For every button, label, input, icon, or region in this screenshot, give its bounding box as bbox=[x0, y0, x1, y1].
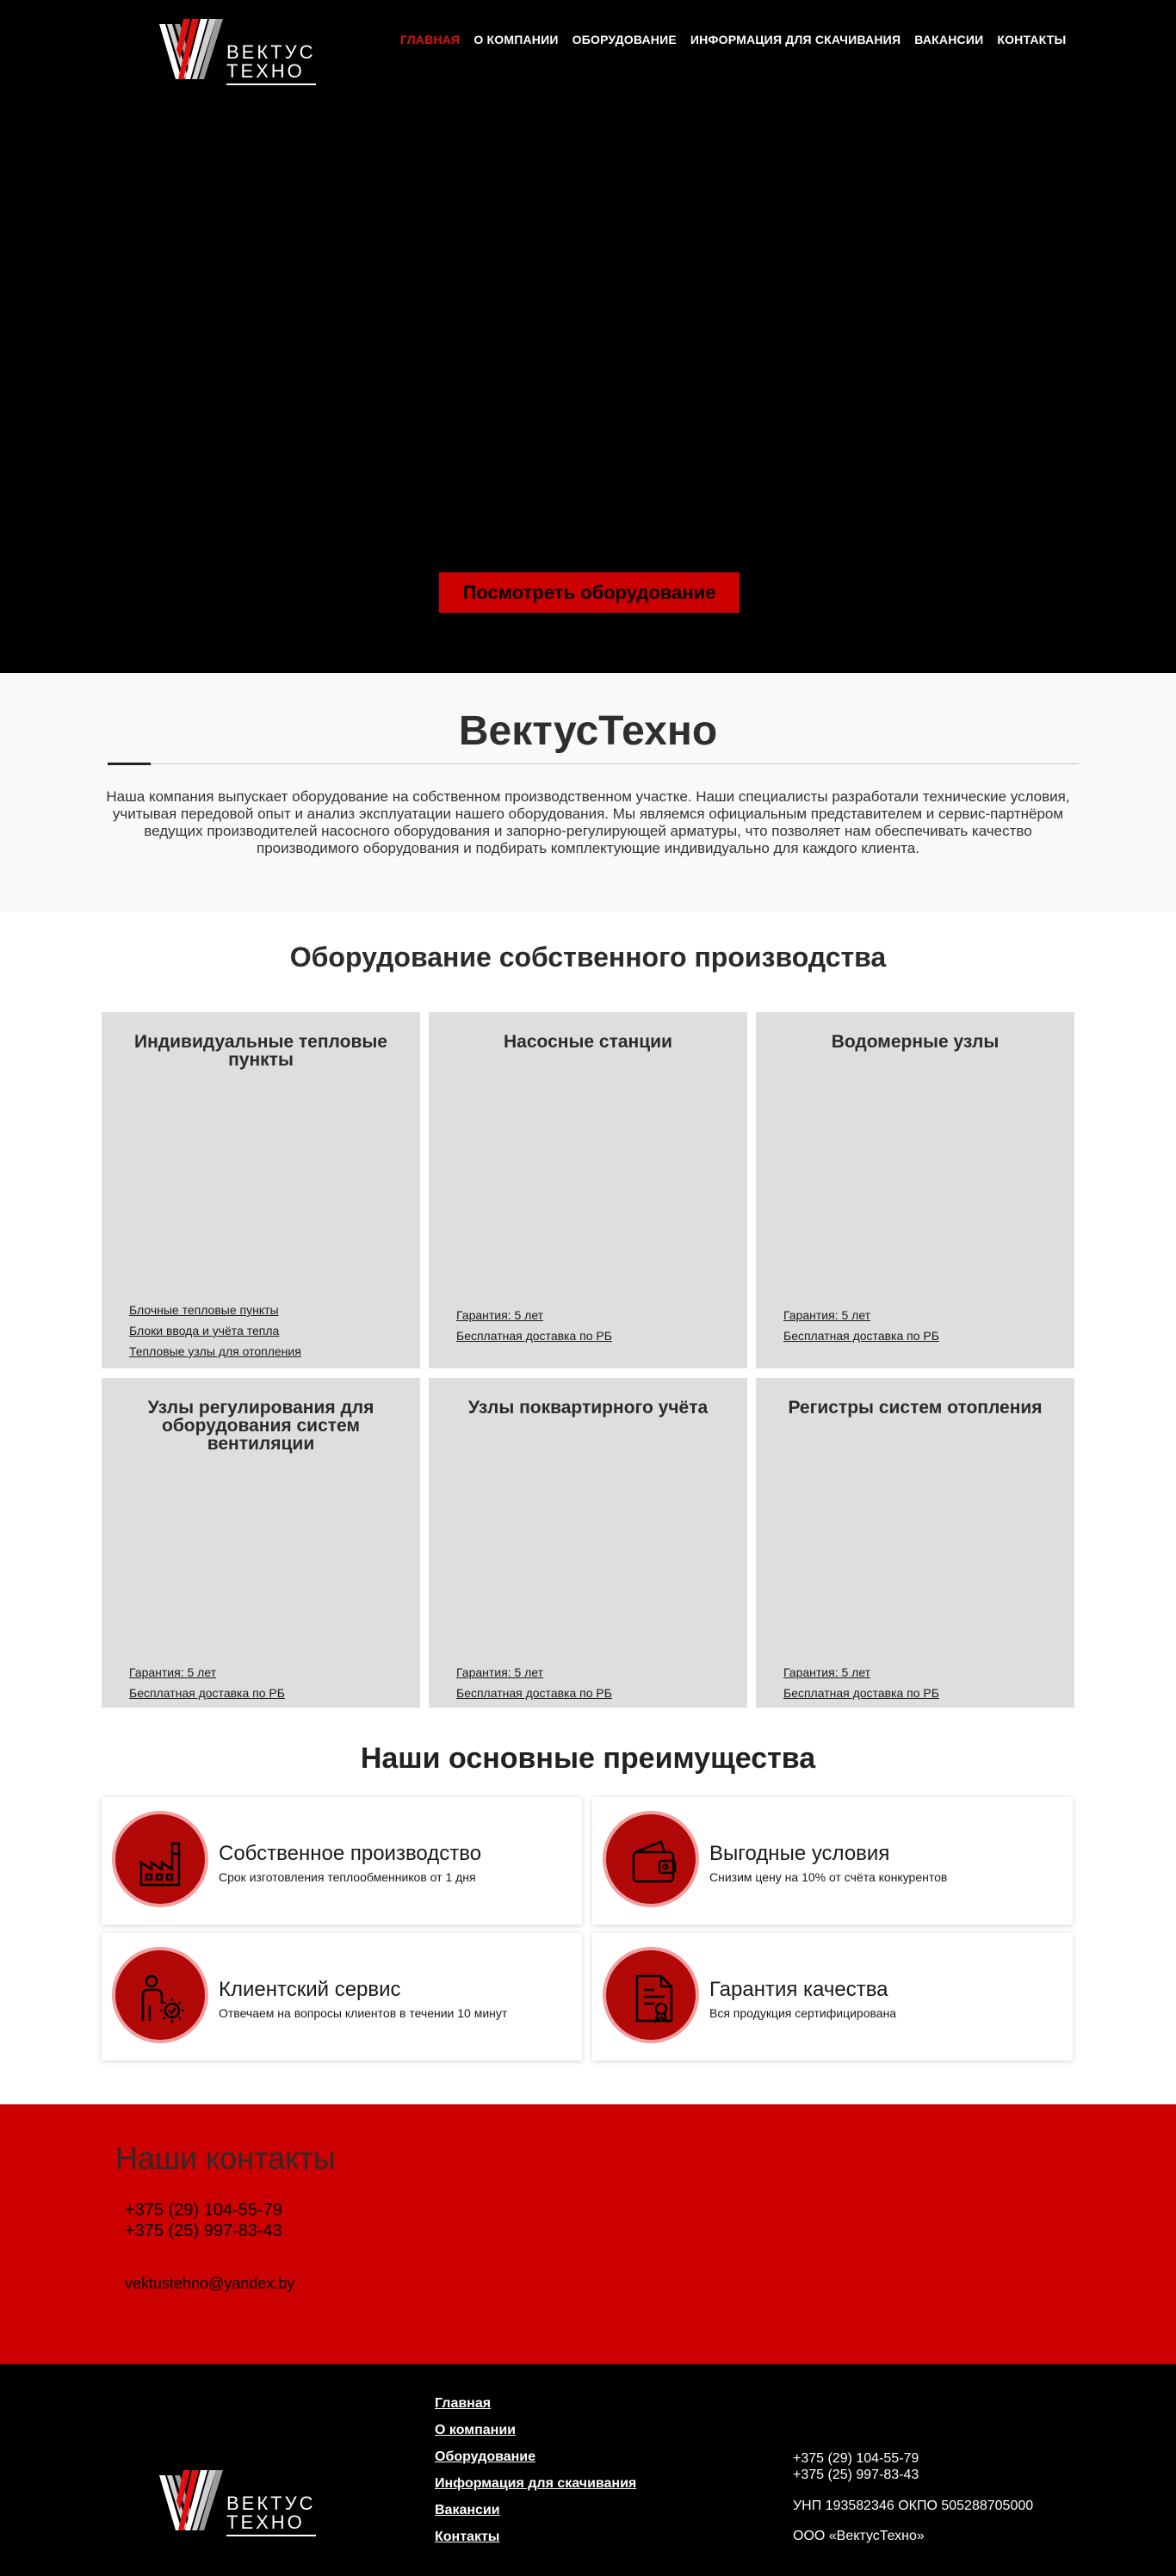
advantage-card bbox=[592, 1933, 1073, 2060]
footer-logo[interactable] bbox=[159, 2470, 331, 2539]
card-links bbox=[456, 1662, 612, 1703]
user-gear-icon bbox=[138, 1973, 189, 2024]
brand-line1: ВЕКТУС bbox=[226, 41, 316, 63]
hero-section bbox=[0, 0, 1176, 673]
advantage-icon-circle bbox=[112, 1811, 208, 1907]
card-title: Узлы поквартирного учёта bbox=[467, 1398, 709, 1418]
advantage-icon-circle bbox=[112, 1947, 208, 2043]
equipment-title: Оборудование собственного производства bbox=[289, 942, 887, 973]
advantage-text: Снизим цену на 10% от счёта конкурентов bbox=[709, 1870, 948, 1884]
advantage-card bbox=[592, 1797, 1073, 1924]
footer-company: ООО «ВектусТехно» bbox=[793, 2529, 925, 2543]
card-warranty[interactable]: Гарантия: 5 лет bbox=[456, 1665, 544, 1679]
card-delivery[interactable]: Бесплатная доставка по РБ bbox=[783, 1329, 939, 1343]
equipment-card-ventilation[interactable] bbox=[102, 1378, 420, 1708]
equipment-card-apartment-metering[interactable] bbox=[429, 1378, 747, 1708]
advantage-title: Собственное производство bbox=[219, 1842, 482, 1865]
logo-mark-icon bbox=[159, 19, 228, 84]
card-delivery[interactable]: Бесплатная доставка по РБ bbox=[456, 1329, 612, 1343]
card-links bbox=[129, 1300, 301, 1362]
nav-downloads[interactable]: ИНФОРМАЦИЯ ДЛЯ СКАЧИВАНИЯ bbox=[690, 33, 901, 46]
card-title: Узлы регулирования для оборудования систем вентиляции bbox=[147, 1398, 374, 1454]
advantage-title: Клиентский сервис bbox=[219, 1978, 401, 2001]
card-warranty[interactable]: Гарантия: 5 лет bbox=[129, 1665, 217, 1679]
footer-nav-vacancies[interactable]: Вакансии bbox=[435, 2503, 500, 2517]
card-link[interactable]: Блочные тепловые пункты bbox=[129, 1303, 279, 1317]
nav-home[interactable]: ГЛАВНАЯ bbox=[400, 33, 461, 46]
about-divider bbox=[108, 763, 1079, 764]
advantage-card bbox=[102, 1797, 582, 1924]
nav-equipment[interactable]: ОБОРУДОВАНИЕ bbox=[572, 33, 677, 46]
card-link[interactable]: Тепловые узлы для отопления bbox=[129, 1344, 301, 1358]
footer-nav-home[interactable]: Главная bbox=[435, 2396, 492, 2411]
advantage-text: Отвечаем на вопросы клиентов в течении 10 минут bbox=[219, 2006, 508, 2020]
equipment-card-pump-stations[interactable] bbox=[429, 1012, 747, 1368]
view-equipment-button[interactable]: Посмотреть оборудование bbox=[439, 572, 740, 613]
card-warranty[interactable]: Гарантия: 5 лет bbox=[783, 1308, 871, 1322]
equipment-card-water-meters[interactable] bbox=[756, 1012, 1074, 1368]
nav-about[interactable]: О КОМПАНИИ bbox=[473, 33, 559, 46]
footer-nav bbox=[435, 2390, 636, 2550]
contacts-email[interactable]: vektustehno@yandex.by bbox=[125, 2275, 295, 2292]
footer-nav-equipment[interactable]: Оборудование bbox=[435, 2449, 536, 2464]
equipment-card-heating-registers[interactable] bbox=[756, 1378, 1074, 1708]
equipment-card-heat-points[interactable] bbox=[102, 1012, 420, 1368]
card-title: Насосные станции bbox=[504, 1032, 672, 1052]
logo-mark-icon bbox=[159, 2470, 228, 2536]
about-text: Наша компания выпускает оборудование на собственном производственном участке. Наши специалисты разработали технические условия, учитывая передовой опыт и анализ эксплуатации нашего оборудования. Мы являемся официальным представителем и сервис-партнёром ведущих производителей насосного оборудования и запорно-регулирующей арматуры, что позволяет нам обеспечивать качество производимого оборудования и подбирать комплектующие индивидуально для каждого клиента. bbox=[106, 788, 1070, 856]
card-link[interactable]: Блоки ввода и учёта тепла bbox=[129, 1324, 280, 1337]
advantage-icon-circle bbox=[603, 1947, 699, 2043]
contacts-title: Наши контакты bbox=[115, 2140, 336, 2176]
card-warranty[interactable]: Гарантия: 5 лет bbox=[783, 1665, 871, 1679]
card-title: Регистры систем отопления bbox=[788, 1398, 1043, 1418]
contacts-phone-2[interactable]: +375 (25) 997-83-43 bbox=[125, 2221, 282, 2240]
about-divider-accent bbox=[108, 763, 151, 765]
card-delivery[interactable]: Бесплатная доставка по РБ bbox=[456, 1686, 612, 1700]
about-title: ВектусТехно bbox=[458, 708, 718, 754]
card-title: Индивидуальные тепловые пункты bbox=[134, 1032, 387, 1070]
advantage-icon-circle bbox=[603, 1811, 699, 1907]
nav-vacancies[interactable]: ВАКАНСИИ bbox=[914, 33, 984, 46]
footer-registration: УНП 193582346 ОКПО 505288705000 bbox=[793, 2499, 1034, 2513]
contacts-phone-1[interactable]: +375 (29) 104-55-79 bbox=[125, 2201, 282, 2220]
footer-nav-contacts[interactable]: Контакты bbox=[435, 2530, 500, 2544]
card-links bbox=[783, 1662, 939, 1703]
card-delivery[interactable]: Бесплатная доставка по РБ bbox=[129, 1686, 285, 1700]
advantage-text: Срок изготовления теплообменников от 1 дня bbox=[219, 1870, 476, 1884]
brand-line2: ТЕХНО bbox=[226, 2511, 305, 2533]
brand-line1: ВЕКТУС bbox=[226, 2493, 316, 2514]
footer-nav-about[interactable]: О компании bbox=[435, 2423, 516, 2437]
footer-phone-2[interactable]: +375 (25) 997-83-43 bbox=[793, 2468, 919, 2482]
factory-icon bbox=[138, 1837, 189, 1888]
card-delivery[interactable]: Бесплатная доставка по РБ bbox=[783, 1686, 939, 1700]
footer-phone-1[interactable]: +375 (29) 104-55-79 bbox=[793, 2451, 919, 2466]
main-nav bbox=[400, 33, 1066, 46]
nav-contacts[interactable]: КОНТАКТЫ bbox=[997, 33, 1067, 46]
advantage-title: Гарантия качества bbox=[709, 1978, 888, 2001]
about-section bbox=[0, 673, 1176, 911]
advantages-title: Наши основные преимущества bbox=[360, 1742, 816, 1775]
brand-line2: ТЕХНО bbox=[226, 60, 305, 82]
footer-nav-downloads[interactable]: Информация для скачивания bbox=[435, 2476, 637, 2491]
brand-underline bbox=[226, 2535, 316, 2536]
card-links bbox=[129, 1662, 285, 1703]
brand-underline bbox=[226, 83, 316, 85]
card-links bbox=[456, 1305, 612, 1346]
advantage-card bbox=[102, 1933, 582, 2060]
advantage-title: Выгодные условия bbox=[709, 1842, 890, 1865]
card-links bbox=[783, 1305, 939, 1346]
contacts-section bbox=[0, 2104, 1176, 2364]
card-warranty[interactable]: Гарантия: 5 лет bbox=[456, 1308, 544, 1322]
brand-logo[interactable] bbox=[159, 19, 331, 88]
advantage-text: Вся продукция сертифицирована bbox=[709, 2006, 897, 2020]
wallet-icon bbox=[628, 1837, 680, 1888]
card-title: Водомерные узлы bbox=[831, 1032, 1000, 1052]
certificate-icon bbox=[628, 1973, 680, 2024]
